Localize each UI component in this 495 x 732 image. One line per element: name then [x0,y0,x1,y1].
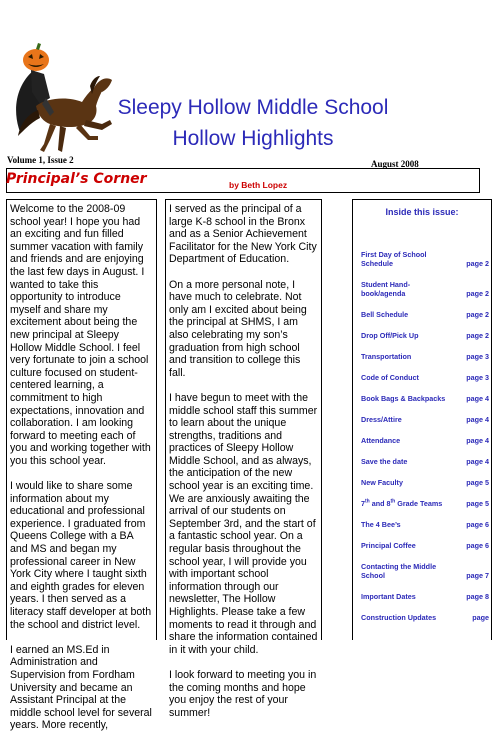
toc-item[interactable]: 7th and 8th Grade Teams page 5 [361,498,489,508]
toc-item[interactable]: The 4 Bee’s page 6 [361,520,489,529]
byline: by Beth Lopez [229,180,288,190]
paragraph: I would like to share some information about my educational and professional experience. I graduated from Queens College with a BA and MS and began my professional career in New York City where I taught sixth and eighth grades for eleven years. I then served as a literacy staff developer at both the school and district level. [10,480,152,631]
toc-item[interactable]: Code of Conduct page 3 [361,373,489,382]
paragraph: On a more personal note, I have much to celebrate. Not only am I excited about being the principal at SHMS, I am also celebrating my son’s graduation from high school and transition to college this fall. [169,278,307,379]
newsletter-school-title: Sleepy Hollow Middle School [117,96,389,119]
toc-item[interactable]: Dress/Attire page 4 [361,415,489,424]
section-title: Principal’s Corner [6,171,147,187]
toc-item[interactable]: Book Bags & Backpacks page 4 [361,394,489,403]
masthead [0,0,495,175]
inside-issue-sidebar [352,199,492,640]
paragraph: Welcome to the 2008-09 school year! I hope you had an exciting and fun filled summer vacation with family and friends and are enjoying the last few days in August. I wanted to take this opportunity to introduce myself and share my excitement about being the new principal at Sleepy Hollow Middle School. I feel very fortunate to join a school culture focused on student-centered learning, a commitment to high expectations, innovation and collaboration. I am looking forward to meeting each of you and working together with you this school year. [10,203,151,467]
toc-item[interactable]: Transportation page 3 [361,352,489,361]
toc-item[interactable]: Bell Schedule page 2 [361,310,489,319]
paragraph: I look forward to meeting you in the coming months and hope you enjoy the rest of your summer! [169,668,317,719]
article-column-1 [6,199,157,732]
paragraph: I have begun to meet with the middle school staff this summer to learn about the unique strengths, traditions and practices of Sleepy Hollow Middle School, and as always, the anticipation of the new school year is an exciting time. We are anxiously awaiting the arrival of our students on September 3rd, and the start of a fantastic school year. On a regular basis throughout the school year, I will provide you with important school information through our newsletter, The Hollow Highlights. Please take a few moments to read it through and share the information contained in it with your child. [169,391,318,656]
toc-item[interactable]: Contacting the Middle School page 7 [361,562,489,580]
toc-item[interactable]: Principal Coffee page 6 [361,541,489,550]
newsletter-title: Hollow Highlights [172,127,334,150]
toc-item[interactable]: Important Dates page 8 [361,592,489,601]
toc-item[interactable]: Construction Updates page [361,613,489,622]
table-of-contents [361,250,491,634]
toc-item[interactable]: First Day of School Schedule page 2 [361,250,489,268]
toc-item[interactable]: Save the date page 4 [361,457,489,466]
toc-item[interactable]: Student Hand-book/agenda page 2 [361,280,489,298]
toc-item[interactable]: Attendance page 4 [361,436,489,445]
article-column-2 [165,199,322,719]
issue-date: August 2008 [371,159,419,169]
paragraph: I served as the principal of a large K-8 school in the Bronx and as a Senior Achievement Facilitator for the New York City Department of Education. [169,203,317,266]
sidebar-title: Inside this issue: [385,207,459,217]
toc-item[interactable]: New Faculty page 5 [361,478,489,487]
toc-item[interactable]: Drop Off/Pick Up page 2 [361,331,489,340]
volume-issue: Volume 1, Issue 2 [7,155,74,165]
paragraph: I earned an MS.Ed in Administration and Supervision from Fordham University and became an Assistant Principal at the middle school level for several years. More recently, [10,643,152,732]
